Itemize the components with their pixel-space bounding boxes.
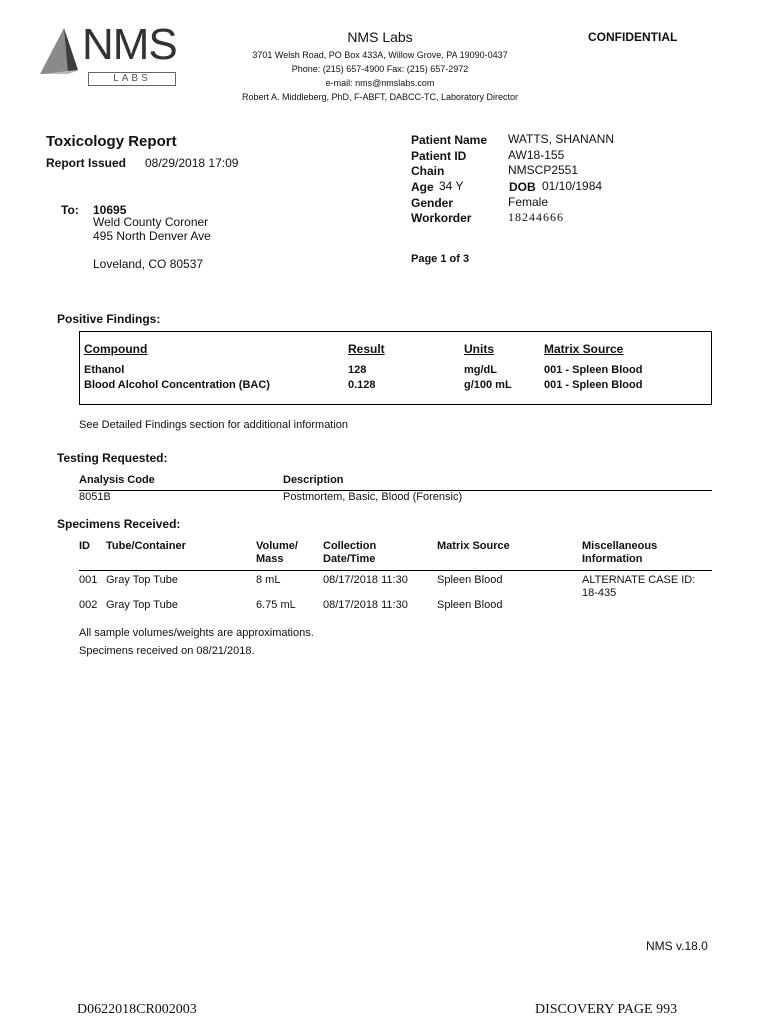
specimen-misc-2: 18-435 [582,587,617,599]
lab-director: Robert A. Middleberg, PhD, F-ABFT, DABCC-TC, Laboratory Director [241,92,519,102]
to-city: Loveland, CO 80537 [93,257,204,271]
version-label: NMS v.18.0 [646,939,708,953]
age-value: 34 Y [439,179,464,193]
document-code: D0622018CR002003 [77,1002,197,1017]
divider [79,570,712,571]
positive-findings-title: Positive Findings: [57,312,161,326]
finding-compound: Ethanol [84,364,125,376]
workorder-label: Workorder [411,211,472,225]
dob-label: DOB [509,180,536,194]
col-analysis-code: Analysis Code [79,474,155,486]
col-units: Units [464,342,494,356]
lab-phone-fax: Phone: (215) 657-4900 Fax: (215) 657-2972 [291,64,469,74]
report-issued-value: 08/29/2018 17:09 [145,156,239,170]
to-account: 10695 [93,203,127,217]
col-compound: Compound [84,342,148,356]
specimen-tube: Gray Top Tube [106,599,178,611]
col-result: Result [348,342,385,356]
col-collection-2: Date/Time [323,553,376,565]
discovery-page: DISCOVERY PAGE 993 [535,1002,678,1017]
finding-compound: Blood Alcohol Concentration (BAC) [84,379,270,391]
patient-name-value: WATTS, SHANANN [508,132,615,146]
report-title: Toxicology Report [46,133,177,150]
col-description: Description [283,474,344,486]
specimen-volume: 8 mL [256,574,281,586]
lab-name: NMS Labs [347,29,413,45]
patient-id-label: Patient ID [411,149,467,163]
dob-value: 01/10/1984 [542,179,603,193]
col-misc-2: Information [582,553,643,565]
gender-value: Female [508,195,549,209]
col-volume: Volume/ [256,540,298,552]
report-issued-label: Report Issued [46,156,127,170]
chain-value: NMSCP2551 [508,163,579,177]
specimen-matrix: Spleen Blood [437,599,503,611]
specimen-collection: 08/17/2018 11:30 [323,574,408,586]
col-collection: Collection [323,540,377,552]
specimen-volume: 6.75 mL [256,599,296,611]
finding-units: g/100 mL [464,379,512,391]
finding-matrix: 001 - Spleen Blood [544,364,643,376]
lab-address: 3701 Welsh Road, PO Box 433A, Willow Grove, PA 19090-0437 [252,50,508,60]
col-matrix-source: Matrix Source [544,342,624,356]
col-matrix: Matrix Source [437,540,510,552]
age-label: Age [411,180,434,194]
specimens-note-received: Specimens received on 08/21/2018. [79,645,255,657]
logo-wordmark: NMS [82,20,177,69]
finding-units: mg/dL [464,364,497,376]
col-tube: Tube/Container [106,540,186,552]
finding-result: 128 [348,364,367,376]
analysis-description: Postmortem, Basic, Blood (Forensic) [283,491,463,503]
col-misc: Miscellaneous [582,540,658,552]
specimen-collection: 08/17/2018 11:30 [323,599,408,611]
finding-result: 0.128 [348,379,376,391]
page-number: Page 1 of 3 [411,253,470,265]
specimen-tube: Gray Top Tube [106,574,178,586]
specimen-id: 001 [79,574,98,586]
specimens-note-approx: All sample volumes/weights are approximations. [79,627,314,639]
to-street: 495 North Denver Ave [93,229,211,243]
testing-requested-title: Testing Requested: [57,451,168,465]
gender-label: Gender [411,196,454,210]
analysis-code: 8051B [79,491,111,503]
to-name: Weld County Coroner [93,215,209,229]
specimen-matrix: Spleen Blood [437,574,503,586]
specimens-received-title: Specimens Received: [57,517,181,531]
patient-id-value: AW18-155 [508,148,565,162]
confidential-label: CONFIDENTIAL [588,30,678,44]
specimen-misc: ALTERNATE CASE ID: [582,574,696,586]
findings-note: See Detailed Findings section for additional information [79,419,349,431]
patient-name-label: Patient Name [411,133,488,147]
to-label: To: [61,203,79,217]
logo-subtext: LABS [88,72,176,86]
finding-matrix: 001 - Spleen Blood [544,379,643,391]
chain-label: Chain [411,164,445,178]
col-volume-2: Mass [256,553,284,565]
lab-email: e-mail: nms@nmslabs.com [325,78,435,88]
workorder-value: 18244666 [508,210,564,224]
specimen-id: 002 [79,599,98,611]
col-id: ID [79,540,90,552]
